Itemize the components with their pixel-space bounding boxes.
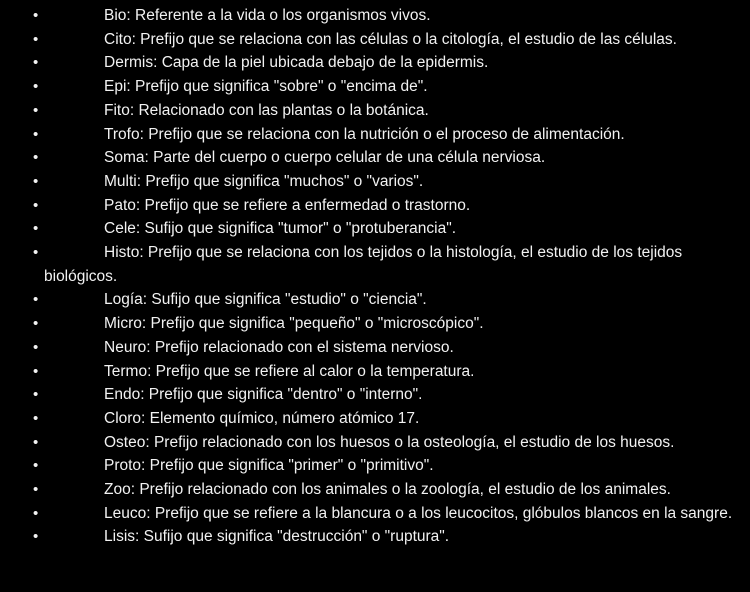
- bullet-icon: •: [33, 125, 39, 143]
- bullet-icon: •: [33, 172, 39, 190]
- bullet-icon: •: [33, 101, 39, 119]
- item-text: Leuco: Prefijo que se refiere a la blancura o a los leucocitos, glóbulos blancos en la sangre.: [104, 504, 733, 522]
- bullet-icon: •: [33, 78, 39, 96]
- bullet-icon: •: [33, 291, 39, 309]
- list-item: [0, 407, 750, 431]
- item-text: Lisis: Sufijo que significa "destrucción" o "ruptura".: [104, 528, 450, 546]
- bullet-icon: •: [33, 528, 39, 546]
- bullet-icon: •: [33, 338, 39, 356]
- item-text: Endo: Prefijo que significa "dentro" o "interno".: [104, 386, 423, 404]
- bullet-icon: •: [33, 481, 39, 499]
- item-text: Zoo: Prefijo relacionado con los animales o la zoología, el estudio de los animales.: [104, 481, 671, 499]
- bullet-icon: •: [33, 433, 39, 451]
- list-item: [0, 525, 750, 549]
- item-text: Bio: Referente a la vida o los organismos vivos.: [104, 7, 431, 24]
- prefix-glossary-list: [0, 4, 750, 549]
- list-item: [0, 454, 750, 478]
- list-item: [0, 75, 750, 99]
- item-text: Osteo: Prefijo relacionado con los huesos o la osteología, el estudio de los huesos.: [104, 433, 675, 451]
- list-item: [0, 99, 750, 123]
- item-text: Cloro: Elemento químico, número atómico 17.: [104, 409, 420, 427]
- bullet-icon: •: [33, 220, 39, 238]
- item-text: Multi: Prefijo que significa "muchos" o "varios".: [104, 172, 424, 190]
- item-text: Cele: Sufijo que significa "tumor" o "protuberancia".: [104, 220, 456, 238]
- bullet-icon: •: [33, 362, 39, 380]
- item-text: Soma: Parte del cuerpo o cuerpo celular de una célula nerviosa.: [104, 149, 546, 167]
- list-item: [0, 217, 750, 241]
- list-item: [0, 28, 750, 52]
- bullet-icon: •: [33, 315, 39, 333]
- bullet-icon: •: [33, 409, 39, 427]
- list-item: [0, 383, 750, 407]
- item-text: Trofo: Prefijo que se relaciona con la nutrición o el proceso de alimentación.: [104, 125, 625, 143]
- list-item: [0, 146, 750, 170]
- item-text: Logía: Sufijo que significa "estudio" o "ciencia".: [104, 291, 427, 309]
- bullet-icon: •: [33, 149, 39, 167]
- list-item: [0, 170, 750, 194]
- list-item: [0, 312, 750, 336]
- item-text: Histo: Prefijo que se relaciona con los tejidos o la histología, el estudio de los tejidos biológicos.: [44, 244, 683, 285]
- list-item: [0, 502, 750, 526]
- bullet-icon: •: [33, 54, 39, 72]
- list-item: [0, 336, 750, 360]
- bullet-icon: •: [33, 7, 39, 24]
- list-item: [0, 123, 750, 147]
- item-text: Epi: Prefijo que significa "sobre" o "encima de".: [104, 78, 428, 96]
- list-item: [0, 431, 750, 455]
- list-item: [0, 288, 750, 312]
- bullet-icon: •: [33, 504, 39, 522]
- bullet-icon: •: [33, 244, 39, 262]
- item-text: Cito: Prefijo que se relaciona con las células o la citología, el estudio de las células.: [104, 30, 677, 48]
- list-item: [0, 51, 750, 75]
- list-item: [0, 4, 750, 28]
- bullet-icon: •: [33, 30, 39, 48]
- list-item: [0, 478, 750, 502]
- list-item: [0, 194, 750, 218]
- item-text: Termo: Prefijo que se refiere al calor o la temperatura.: [104, 362, 475, 380]
- list-item: [0, 241, 750, 288]
- bullet-icon: •: [33, 457, 39, 475]
- item-text: Neuro: Prefijo relacionado con el sistema nervioso.: [104, 338, 454, 356]
- item-text: Proto: Prefijo que significa "primer" o "primitivo".: [104, 457, 434, 475]
- item-text: Micro: Prefijo que significa "pequeño" o "microscópico".: [104, 315, 484, 333]
- item-text: Fito: Relacionado con las plantas o la botánica.: [104, 101, 429, 119]
- bullet-icon: •: [33, 196, 39, 214]
- bullet-icon: •: [33, 386, 39, 404]
- item-text: Pato: Prefijo que se refiere a enfermedad o trastorno.: [104, 196, 471, 214]
- item-text: Dermis: Capa de la piel ubicada debajo de la epidermis.: [104, 54, 489, 72]
- list-item: [0, 360, 750, 384]
